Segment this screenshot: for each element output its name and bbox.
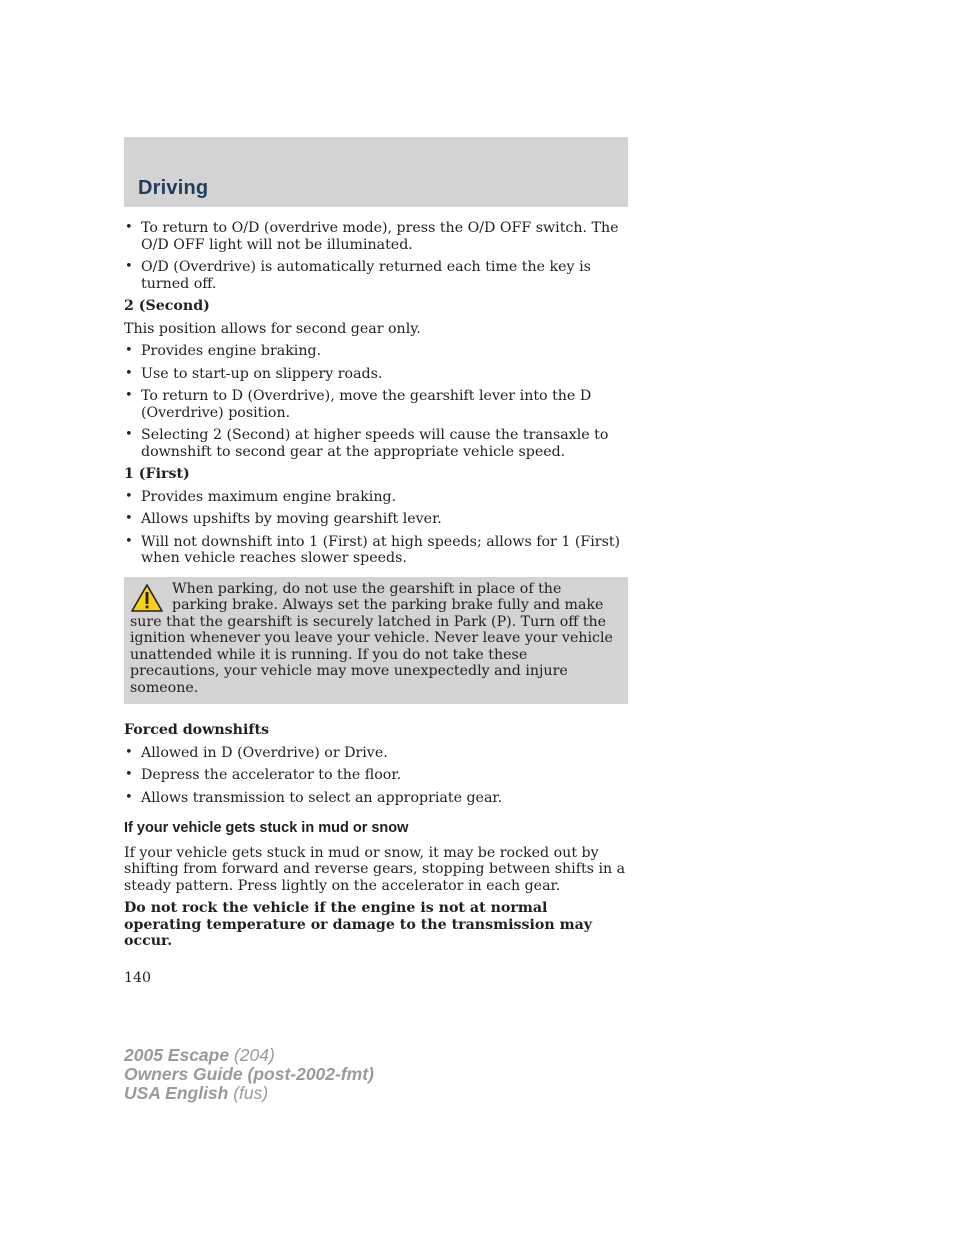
bullet-icon: • [125,789,133,805]
bullet-icon: • [125,533,133,549]
stuck-in-mud-caution: Do not rock the vehicle if the engine is not at normal operating temperature or damage to the transmission may occur. [124,900,593,949]
bullet-icon: • [125,259,133,274]
first-gear-bullet-list [124,489,628,567]
od-bullet-list [124,220,628,292]
list-item: • To return to O/D (overdrive mode), press the O/D OFF switch. The O/D OFF light will not be illuminated. [125,220,619,253]
list-item: • Provides maximum engine braking. [125,488,397,505]
footer-line-guide: Owners Guide (post-2002-fmt) [124,1064,374,1084]
page-number: 140 [124,969,152,986]
bullet-icon: • [125,511,133,526]
list-item: • Allowed in D (Overdrive) or Drive. [125,744,388,761]
bullet-icon: • [125,343,133,358]
list-item: • Selecting 2 (Second) at higher speeds will cause the transaxle to downshift to second gear at the appropriate vehicle speed. [125,427,609,460]
bullet-icon: • [125,767,133,782]
bullet-icon: • [125,427,133,442]
stuck-in-mud-body: If your vehicle gets stuck in mud or snow, it may be rocked out by shifting from forward and reverse gears, stopping between shifts in a steady pattern. Press lightly on the accelerator in each gear. [124,844,626,894]
list-item: • Allows transmission to select an appropriate gear. [125,789,503,806]
warning-triangle-icon [130,583,164,613]
footer-line-model: 2005 Escape (204) [124,1045,275,1065]
warning-box [124,577,628,705]
forced-downshifts-bullet-list [124,745,628,807]
section-header-band [124,137,628,207]
warning-text: When parking, do not use the gearshift in place of the parking brake. Always set the parking brake fully and make sure that the gearshift is securely latched in Park (P). Turn off the ignition whenever you leave your vehicle. Never leave your vehicle unattended while it is running. If you do not take these precautions, your vehicle may move unexpectedly and injure someone. [130,580,613,696]
stuck-in-mud-heading: If your vehicle gets stuck in mud or snow [124,820,409,836]
page-content [124,220,628,986]
document-footer [124,1046,374,1103]
bullet-icon: • [125,365,133,381]
bullet-icon: • [125,388,133,403]
bullet-icon: • [125,488,133,504]
bullet-icon: • [125,220,133,235]
list-item: • Use to start-up on slippery roads. [125,365,383,382]
second-gear-bullet-list [124,343,628,460]
list-item: • Depress the accelerator to the floor. [125,767,402,783]
second-gear-heading: 2 (Second) [124,298,210,314]
section-title: Driving [138,177,209,199]
footer-line-language: USA English (fus) [124,1083,269,1103]
second-gear-intro: This position allows for second gear only. [124,320,421,337]
list-item: • Allows upshifts by moving gearshift lever. [125,511,442,527]
forced-downshifts-heading: Forced downshifts [124,722,270,738]
bullet-icon: • [125,744,133,760]
list-item: • To return to D (Overdrive), move the gearshift lever into the D (Overdrive) position. [125,388,592,421]
first-gear-heading: 1 (First) [124,466,190,482]
list-item: • Will not downshift into 1 (First) at high speeds; allows for 1 (First) when vehicle reaches slower speeds. [125,533,621,566]
list-item: • O/D (Overdrive) is automatically returned each time the key is turned off. [125,259,591,292]
list-item: • Provides engine braking. [125,343,322,359]
